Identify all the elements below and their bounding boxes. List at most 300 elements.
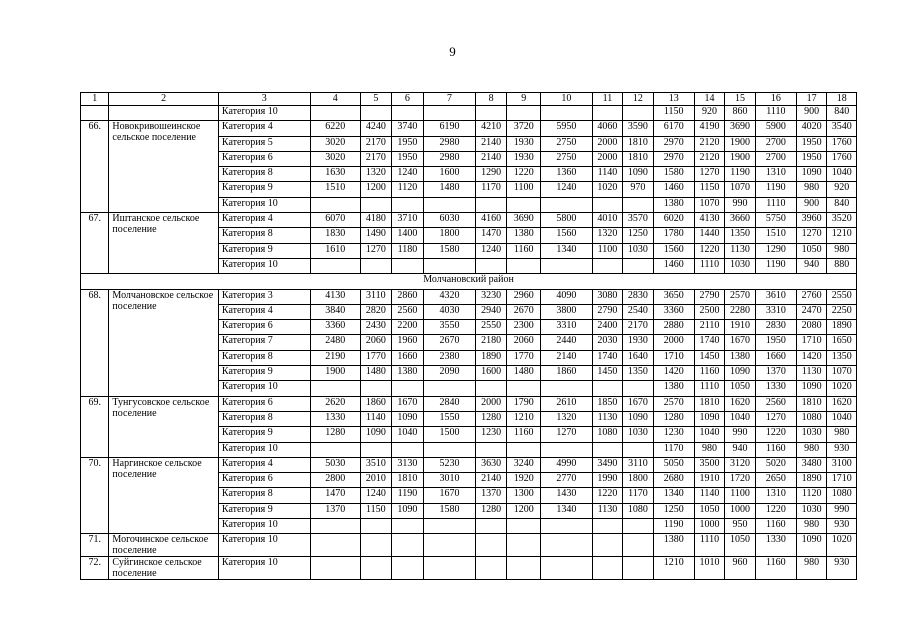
value-cell: 3360	[310, 320, 361, 335]
value-cell: 1480	[424, 182, 476, 197]
value-cell: 1150	[653, 106, 694, 121]
value-cell: 1890	[796, 473, 827, 488]
value-cell	[424, 381, 476, 396]
value-cell: 1160	[507, 427, 541, 442]
value-cell: 2140	[475, 473, 507, 488]
category-cell: Категория 9	[218, 427, 310, 442]
value-cell: 2000	[592, 136, 623, 151]
value-cell: 1020	[827, 534, 857, 557]
value-cell: 4990	[541, 457, 593, 472]
value-cell: 1950	[391, 151, 424, 166]
value-cell	[424, 519, 476, 534]
value-cell: 1040	[827, 167, 857, 182]
value-cell: 5750	[755, 213, 796, 228]
category-cell: Категория 10	[218, 534, 310, 557]
value-cell: 1670	[623, 396, 654, 411]
value-cell: 3690	[507, 213, 541, 228]
value-cell	[310, 442, 361, 457]
value-cell: 3540	[827, 121, 857, 136]
value-cell: 6170	[653, 121, 694, 136]
category-cell: Категория 9	[218, 243, 310, 258]
value-cell: 1720	[725, 473, 756, 488]
value-cell	[361, 106, 392, 121]
category-cell: Категория 6	[218, 473, 310, 488]
value-cell: 2140	[541, 350, 593, 365]
value-cell: 1150	[694, 182, 725, 197]
value-cell: 2750	[541, 136, 593, 151]
value-cell: 1770	[361, 350, 392, 365]
value-cell: 1740	[694, 335, 725, 350]
value-cell: 1950	[796, 151, 827, 166]
value-cell: 3080	[592, 289, 623, 304]
value-cell: 1630	[310, 167, 361, 182]
value-cell: 2140	[475, 151, 507, 166]
value-cell: 2110	[694, 320, 725, 335]
value-cell: 2880	[653, 320, 694, 335]
value-cell: 1660	[391, 350, 424, 365]
value-cell: 940	[725, 442, 756, 457]
value-cell: 1310	[755, 488, 796, 503]
value-cell	[507, 106, 541, 121]
value-cell: 1830	[310, 228, 361, 243]
value-cell: 1930	[507, 151, 541, 166]
value-cell: 2120	[694, 151, 725, 166]
value-cell: 3660	[725, 213, 756, 228]
value-cell: 1110	[694, 381, 725, 396]
table-row	[81, 289, 857, 304]
settlement-number: 70.	[81, 457, 109, 533]
value-cell: 1380	[507, 228, 541, 243]
value-cell	[541, 519, 593, 534]
value-cell: 3120	[725, 457, 756, 472]
settlement-name: Наргинское сельское поселение	[109, 457, 219, 533]
value-cell: 1000	[725, 503, 756, 518]
value-cell: 1380	[725, 350, 756, 365]
value-cell: 1850	[592, 396, 623, 411]
value-cell: 1110	[755, 106, 796, 121]
value-cell: 1950	[796, 136, 827, 151]
value-cell: 1340	[653, 488, 694, 503]
value-cell: 2550	[827, 289, 857, 304]
value-cell: 2250	[827, 304, 857, 319]
value-cell: 2970	[653, 151, 694, 166]
value-cell	[507, 534, 541, 557]
value-cell: 3590	[623, 121, 654, 136]
value-cell: 1460	[653, 182, 694, 197]
value-cell	[424, 258, 476, 273]
value-cell: 2750	[541, 151, 593, 166]
category-cell: Категория 10	[218, 258, 310, 273]
value-cell: 1050	[796, 243, 827, 258]
value-cell: 990	[827, 503, 857, 518]
value-cell	[475, 381, 507, 396]
value-cell: 1310	[755, 167, 796, 182]
value-cell	[541, 557, 593, 580]
value-cell: 1350	[725, 228, 756, 243]
value-cell: 1950	[391, 136, 424, 151]
value-cell: 1990	[592, 473, 623, 488]
value-cell	[623, 197, 654, 212]
value-cell: 1200	[507, 503, 541, 518]
value-cell: 6070	[310, 213, 361, 228]
value-cell	[507, 557, 541, 580]
value-cell: 3510	[361, 457, 392, 472]
value-cell: 3960	[796, 213, 827, 228]
value-cell: 1090	[796, 167, 827, 182]
value-cell: 1130	[592, 503, 623, 518]
value-cell: 1380	[653, 381, 694, 396]
value-cell: 5230	[424, 457, 476, 472]
value-cell: 1080	[623, 503, 654, 518]
value-cell: 1610	[310, 243, 361, 258]
value-cell: 1280	[475, 411, 507, 426]
value-cell: 1170	[623, 488, 654, 503]
value-cell	[391, 557, 424, 580]
value-cell: 1420	[796, 350, 827, 365]
category-cell: Категория 10	[218, 557, 310, 580]
value-cell: 2960	[507, 289, 541, 304]
category-cell: Категория 6	[218, 151, 310, 166]
value-cell: 1040	[725, 411, 756, 426]
value-cell: 1320	[361, 167, 392, 182]
value-cell: 2540	[623, 304, 654, 319]
value-cell: 3740	[391, 121, 424, 136]
category-cell: Категория 4	[218, 213, 310, 228]
value-cell: 1190	[755, 258, 796, 273]
settlement-number: 72.	[81, 557, 109, 580]
value-cell: 1090	[796, 534, 827, 557]
value-cell: 2800	[310, 473, 361, 488]
category-cell: Категория 4	[218, 457, 310, 472]
header-cell: 12	[623, 93, 654, 106]
value-cell: 1170	[653, 442, 694, 457]
value-cell: 1950	[755, 335, 796, 350]
value-cell: 1550	[424, 411, 476, 426]
header-cell: 10	[541, 93, 593, 106]
value-cell: 4020	[796, 121, 827, 136]
value-cell: 1350	[623, 366, 654, 381]
value-cell: 1370	[475, 488, 507, 503]
value-cell: 2670	[507, 304, 541, 319]
category-cell: Категория 10	[218, 442, 310, 457]
value-cell: 4190	[694, 121, 725, 136]
value-cell: 860	[725, 106, 756, 121]
value-cell: 1270	[541, 427, 593, 442]
value-cell: 1920	[507, 473, 541, 488]
value-cell: 1810	[694, 396, 725, 411]
value-cell: 4130	[310, 289, 361, 304]
value-cell: 900	[796, 197, 827, 212]
value-cell: 1140	[694, 488, 725, 503]
value-cell: 1090	[623, 167, 654, 182]
value-cell	[541, 381, 593, 396]
value-cell: 3800	[541, 304, 593, 319]
category-cell: Категория 8	[218, 167, 310, 182]
value-cell: 1560	[653, 243, 694, 258]
value-cell	[475, 534, 507, 557]
value-cell: 1810	[391, 473, 424, 488]
value-cell: 1130	[796, 366, 827, 381]
value-cell: 1090	[796, 381, 827, 396]
value-cell	[475, 557, 507, 580]
value-cell: 1890	[827, 320, 857, 335]
value-cell: 1090	[725, 366, 756, 381]
value-cell	[424, 197, 476, 212]
value-cell	[361, 258, 392, 273]
value-cell	[541, 534, 593, 557]
value-cell: 1650	[827, 335, 857, 350]
settlement-name: Суйгинское сельское поселение	[109, 557, 219, 580]
value-cell: 1560	[541, 228, 593, 243]
value-cell: 1450	[694, 350, 725, 365]
value-cell: 2080	[796, 320, 827, 335]
value-cell: 2400	[592, 320, 623, 335]
value-cell: 2680	[653, 473, 694, 488]
value-cell	[424, 557, 476, 580]
value-cell: 1220	[755, 427, 796, 442]
table-row	[81, 457, 857, 472]
value-cell: 2010	[361, 473, 392, 488]
value-cell: 3710	[391, 213, 424, 228]
value-cell: 2170	[623, 320, 654, 335]
table-row	[81, 557, 857, 580]
value-cell: 1380	[653, 534, 694, 557]
value-cell: 3110	[623, 457, 654, 472]
value-cell: 1070	[694, 197, 725, 212]
value-cell: 4030	[424, 304, 476, 319]
value-cell: 1280	[653, 411, 694, 426]
value-cell: 3500	[694, 457, 725, 472]
value-cell: 1090	[391, 503, 424, 518]
value-cell: 1030	[796, 427, 827, 442]
value-cell: 1100	[507, 182, 541, 197]
value-cell	[310, 197, 361, 212]
settlement-number: 71.	[81, 534, 109, 557]
value-cell: 1090	[361, 427, 392, 442]
header-cell: 16	[755, 93, 796, 106]
value-cell: 4130	[694, 213, 725, 228]
value-cell: 2120	[694, 136, 725, 151]
value-cell: 1220	[694, 243, 725, 258]
value-cell: 1430	[541, 488, 593, 503]
value-cell: 1090	[694, 411, 725, 426]
value-cell: 1140	[592, 167, 623, 182]
value-cell: 950	[725, 519, 756, 534]
value-cell: 2170	[361, 136, 392, 151]
value-cell: 5950	[541, 121, 593, 136]
value-cell: 1110	[694, 258, 725, 273]
district-row	[81, 274, 857, 289]
value-cell: 1270	[755, 411, 796, 426]
value-cell: 1930	[507, 136, 541, 151]
settlement-name: Иштанское сельское поселение	[109, 213, 219, 274]
value-cell: 2790	[592, 304, 623, 319]
value-cell: 2610	[541, 396, 593, 411]
value-cell: 1280	[310, 427, 361, 442]
tariff-table	[80, 92, 857, 580]
value-cell: 1490	[361, 228, 392, 243]
value-cell	[592, 534, 623, 557]
value-cell: 880	[827, 258, 857, 273]
settlement-name	[109, 106, 219, 121]
value-cell: 4240	[361, 121, 392, 136]
header-cell: 7	[424, 93, 476, 106]
value-cell: 3570	[623, 213, 654, 228]
value-cell: 980	[796, 182, 827, 197]
value-cell: 920	[827, 182, 857, 197]
value-cell: 1020	[827, 381, 857, 396]
value-cell	[541, 197, 593, 212]
value-cell	[391, 106, 424, 121]
value-cell: 1240	[361, 488, 392, 503]
value-cell: 3690	[725, 121, 756, 136]
value-cell: 2670	[424, 335, 476, 350]
value-cell: 1020	[592, 182, 623, 197]
value-cell: 1160	[507, 243, 541, 258]
value-cell	[475, 106, 507, 121]
value-cell: 1230	[475, 427, 507, 442]
value-cell: 4010	[592, 213, 623, 228]
value-cell: 1010	[694, 557, 725, 580]
value-cell: 1740	[592, 350, 623, 365]
value-cell: 4090	[541, 289, 593, 304]
value-cell: 1130	[725, 243, 756, 258]
value-cell: 1810	[796, 396, 827, 411]
value-cell: 2190	[310, 350, 361, 365]
category-cell: Категория 8	[218, 411, 310, 426]
value-cell: 2280	[725, 304, 756, 319]
value-cell	[623, 519, 654, 534]
value-cell: 1220	[592, 488, 623, 503]
value-cell: 1620	[725, 396, 756, 411]
value-cell: 1380	[653, 197, 694, 212]
value-cell	[541, 442, 593, 457]
value-cell: 1290	[755, 243, 796, 258]
header-cell: 9	[507, 93, 541, 106]
value-cell: 5020	[755, 457, 796, 472]
header-cell: 13	[653, 93, 694, 106]
category-cell: Категория 10	[218, 197, 310, 212]
value-cell: 1150	[361, 503, 392, 518]
value-cell: 1510	[755, 228, 796, 243]
value-cell: 1760	[827, 151, 857, 166]
value-cell: 1040	[391, 427, 424, 442]
value-cell: 6220	[310, 121, 361, 136]
settlement-name: Новокривошеинское сельское поселение	[109, 121, 219, 213]
value-cell	[507, 519, 541, 534]
value-cell: 1860	[541, 366, 593, 381]
header-cell: 17	[796, 93, 827, 106]
value-cell: 1890	[475, 350, 507, 365]
header-row	[81, 93, 857, 106]
value-cell: 2620	[310, 396, 361, 411]
value-cell: 1810	[623, 151, 654, 166]
value-cell: 2550	[475, 320, 507, 335]
value-cell: 1000	[694, 519, 725, 534]
header-cell: 18	[827, 93, 857, 106]
value-cell: 2830	[623, 289, 654, 304]
value-cell	[507, 258, 541, 273]
value-cell: 940	[796, 258, 827, 273]
district-name: Молчановский район	[81, 274, 857, 289]
value-cell: 3100	[827, 457, 857, 472]
value-cell: 3130	[391, 457, 424, 472]
category-cell: Категория 10	[218, 106, 310, 121]
value-cell: 1300	[507, 488, 541, 503]
value-cell: 3520	[827, 213, 857, 228]
value-cell: 1030	[725, 258, 756, 273]
value-cell: 900	[796, 106, 827, 121]
value-cell: 1580	[653, 167, 694, 182]
value-cell: 3610	[755, 289, 796, 304]
value-cell: 1240	[541, 182, 593, 197]
value-cell	[310, 519, 361, 534]
value-cell	[361, 381, 392, 396]
header-cell: 5	[361, 93, 392, 106]
value-cell: 1070	[827, 366, 857, 381]
value-cell	[475, 197, 507, 212]
value-cell: 2180	[475, 335, 507, 350]
category-cell: Категория 6	[218, 320, 310, 335]
value-cell: 5030	[310, 457, 361, 472]
category-cell: Категория 4	[218, 121, 310, 136]
value-cell: 1710	[796, 335, 827, 350]
value-cell: 2940	[475, 304, 507, 319]
category-cell: Категория 3	[218, 289, 310, 304]
category-cell: Категория 8	[218, 350, 310, 365]
value-cell: 3310	[541, 320, 593, 335]
value-cell: 2560	[391, 304, 424, 319]
value-cell: 3720	[507, 121, 541, 136]
value-cell: 1760	[827, 136, 857, 151]
value-cell	[507, 197, 541, 212]
value-cell	[391, 534, 424, 557]
value-cell: 3310	[755, 304, 796, 319]
value-cell: 1210	[507, 411, 541, 426]
value-cell: 1580	[424, 503, 476, 518]
value-cell: 1120	[391, 182, 424, 197]
value-cell: 1510	[310, 182, 361, 197]
value-cell: 980	[694, 442, 725, 457]
category-cell: Категория 6	[218, 396, 310, 411]
value-cell: 1330	[755, 534, 796, 557]
header-cell: 8	[475, 93, 507, 106]
value-cell: 2440	[541, 335, 593, 350]
header-cell: 15	[725, 93, 756, 106]
value-cell: 2380	[424, 350, 476, 365]
value-cell: 2030	[592, 335, 623, 350]
value-cell: 2060	[507, 335, 541, 350]
value-cell	[623, 258, 654, 273]
value-cell: 2560	[755, 396, 796, 411]
value-cell: 1470	[475, 228, 507, 243]
value-cell: 1330	[755, 381, 796, 396]
category-cell: Категория 9	[218, 182, 310, 197]
value-cell: 920	[694, 106, 725, 121]
value-cell: 1100	[592, 243, 623, 258]
value-cell: 1440	[694, 228, 725, 243]
value-cell: 6190	[424, 121, 476, 136]
value-cell: 1600	[475, 366, 507, 381]
value-cell	[424, 106, 476, 121]
value-cell	[310, 534, 361, 557]
value-cell: 3110	[361, 289, 392, 304]
category-cell: Категория 10	[218, 519, 310, 534]
value-cell: 980	[796, 442, 827, 457]
value-cell	[361, 519, 392, 534]
value-cell: 1270	[694, 167, 725, 182]
value-cell: 2500	[694, 304, 725, 319]
